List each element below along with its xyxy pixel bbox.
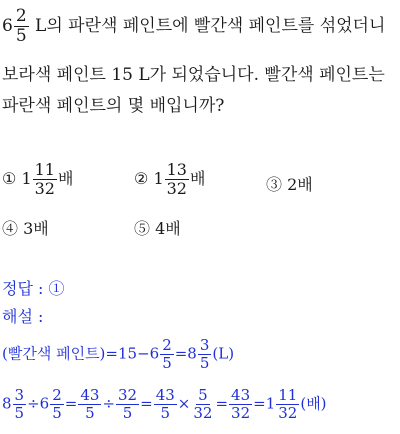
question-line-1 <box>2 8 385 45</box>
option-unit: 배 <box>57 169 74 188</box>
fraction <box>165 162 189 197</box>
option-mark: ⑤ <box>134 219 151 238</box>
fraction <box>229 388 252 421</box>
fraction-numerator: 32 <box>118 386 138 404</box>
fraction-numerator: 43 <box>231 386 251 404</box>
fraction-denominator: 32 <box>34 179 55 198</box>
fraction <box>191 388 214 421</box>
answer-line: 정답 : ① <box>2 279 65 298</box>
whole-number: 1 <box>153 169 164 188</box>
fraction-denominator: 32 <box>193 404 213 422</box>
fraction <box>78 388 101 421</box>
fraction <box>276 388 299 421</box>
fraction <box>154 388 177 421</box>
fraction-numerator: 2 <box>15 6 27 26</box>
option-mark: ② <box>134 169 149 188</box>
option-5[interactable] <box>134 216 181 239</box>
option-2[interactable] <box>134 162 205 197</box>
fraction-denominator: 32 <box>231 404 251 422</box>
fraction-denominator: 5 <box>52 404 62 422</box>
fraction-numerator: 43 <box>80 386 100 404</box>
fraction-denominator: 5 <box>162 354 172 372</box>
fraction-denominator: 5 <box>122 404 133 422</box>
question-text: L의 파란색 페인트에 빨간색 페인트를 섞었더니 <box>29 16 386 36</box>
unit-text: (L) <box>212 344 235 363</box>
solution-text: ÷ <box>102 394 116 413</box>
fraction <box>13 388 27 421</box>
question-line-2: 보라색 페인트 15 L가 되었습니다. 빨간색 페인트는 <box>2 65 385 85</box>
option-text: 2배 <box>287 175 313 194</box>
fraction-numerator: 2 <box>52 386 62 404</box>
fraction <box>160 338 174 371</box>
fraction <box>14 8 29 45</box>
option-1[interactable] <box>2 162 73 197</box>
fraction <box>198 338 212 371</box>
fraction-numerator: 11 <box>278 386 298 404</box>
fraction-denominator: 5 <box>85 404 95 422</box>
solution-line-2 <box>2 388 327 421</box>
question-line-3: 파란색 페인트의 몇 배입니까? <box>2 96 225 116</box>
whole-number: 6 <box>2 16 13 36</box>
fraction <box>50 388 64 421</box>
fraction-denominator: 32 <box>278 404 298 422</box>
fraction <box>33 162 57 197</box>
solution-text: = <box>64 394 78 413</box>
whole-number: 1 <box>21 169 32 188</box>
solution-text: = <box>140 394 153 413</box>
fraction-numerator: 13 <box>166 160 187 179</box>
fraction-denominator: 5 <box>14 404 25 422</box>
solution-text: (빨간색 페인트)=15−6 <box>2 344 160 363</box>
fraction <box>116 388 139 421</box>
fraction-denominator: 5 <box>199 354 210 372</box>
fraction-numerator: 3 <box>199 336 210 354</box>
solution-line-1 <box>2 338 234 371</box>
unit-text: (배) <box>300 394 327 413</box>
option-3[interactable] <box>266 172 313 195</box>
fraction-denominator: 5 <box>160 404 170 422</box>
fraction-numerator: 3 <box>14 386 25 404</box>
solution-text: 8 <box>2 394 12 413</box>
fraction-denominator: 32 <box>166 179 187 198</box>
option-4[interactable] <box>2 216 49 239</box>
option-mark: ③ <box>266 175 283 194</box>
fraction-numerator: 11 <box>34 160 55 179</box>
solution-text: ÷6 <box>27 394 50 413</box>
solution-text: × <box>177 394 191 413</box>
solution-text: =8 <box>174 344 197 363</box>
explanation-label: 해설 : <box>2 307 44 326</box>
fraction-numerator: 5 <box>198 386 208 404</box>
option-unit: 배 <box>189 169 206 188</box>
fraction-numerator: 43 <box>155 386 175 404</box>
fraction-denominator: 5 <box>15 26 27 46</box>
solution-text: = <box>215 394 229 413</box>
option-mark: ④ <box>2 219 19 238</box>
option-text: 4배 <box>155 219 181 238</box>
option-mark: ① <box>2 169 17 188</box>
option-text: 3배 <box>23 219 49 238</box>
solution-text: =1 <box>253 394 276 413</box>
fraction-numerator: 2 <box>162 336 172 354</box>
